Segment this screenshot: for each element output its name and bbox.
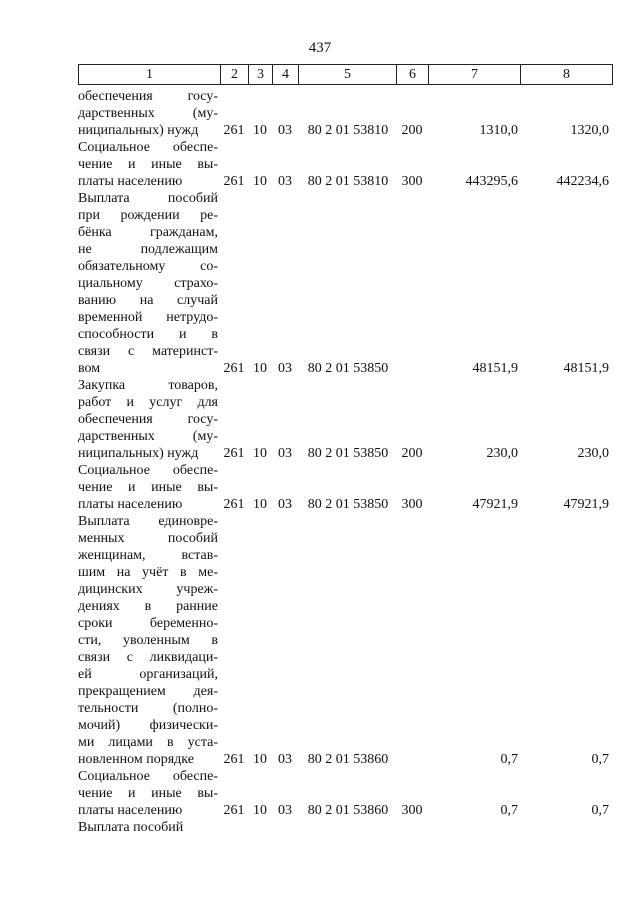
cell-c7: 443295,6 [465,174,518,189]
cell-c7: 0,7 [500,752,518,767]
cell-c2: 261 [223,803,245,818]
description-line: менных пособий [78,531,218,546]
cell-c7: 0,7 [500,803,518,818]
description-line: дарственных (му- [78,106,218,121]
cell-c3: 10 [253,123,267,138]
header-col-2: 2 [221,65,249,84]
cell-c3: 10 [253,361,267,376]
description-line: ми лицами в уста- [78,735,218,750]
cell-c5: 80 2 01 53850 [307,446,389,461]
description-line: дениях в ранние [78,599,218,614]
description-line: сти, уволенным в [78,633,218,648]
row-description [78,768,218,819]
header-col-1: 1 [79,65,221,84]
row-description [78,190,218,377]
description-line: Выплата пособий [78,820,184,835]
cell-c5: 80 2 01 53860 [307,752,389,767]
cell-c6: 300 [401,497,423,512]
cell-c6: 200 [401,123,423,138]
cell-c7: 1310,0 [479,123,518,138]
description-line: обязательному со- [78,259,218,274]
header-col-6: 6 [397,65,429,84]
description-line: платы населению [78,803,183,818]
cell-c2: 261 [223,361,245,376]
description-line: Социальное обеспе- [78,463,218,478]
row-description [78,513,218,768]
row-description [78,88,218,139]
description-line: чение и иные вы- [78,786,218,801]
description-line: Выплата единовре- [78,514,218,529]
cell-c3: 10 [253,174,267,189]
cell-c4: 03 [278,752,292,767]
cell-c6: 300 [401,174,423,189]
cell-c2: 261 [223,497,245,512]
page-number: 437 [308,40,332,56]
description-line: Выплата пособий [78,191,218,206]
description-line: мочий) физически- [78,718,218,733]
description-line: ванию на случай [78,293,218,308]
description-line: временной нетрудо- [78,310,218,325]
cell-c8: 0,7 [591,803,609,818]
cell-c2: 261 [223,123,245,138]
cell-c6: 300 [401,803,423,818]
description-line: тельности (полно- [78,701,218,716]
cell-c8: 48151,9 [563,361,609,376]
description-line: не подлежащим [78,242,218,257]
cell-c2: 261 [223,752,245,767]
cell-c4: 03 [278,123,292,138]
header-col-4: 4 [273,65,299,84]
cell-c4: 03 [278,803,292,818]
cell-c8: 0,7 [591,752,609,767]
cell-c8: 230,0 [577,446,609,461]
cell-c8: 47921,9 [563,497,609,512]
row-description [78,462,218,513]
description-line: ниципальных) нужд [78,123,199,138]
description-line: способности и в [78,327,218,342]
cell-c7: 48151,9 [472,361,518,376]
description-line: новленном порядке [78,752,194,767]
header-col-8: 8 [563,67,570,82]
description-line: циальному страхо- [78,276,218,291]
description-line: прекращением дея- [78,684,218,699]
description-line: бёнка гражданам, [78,225,218,240]
cell-c5: 80 2 01 53810 [307,123,389,138]
description-line: чение и иные вы- [78,157,218,172]
description-line: ей организаций, [78,667,218,682]
cell-c3: 10 [253,497,267,512]
cell-c3: 10 [253,803,267,818]
cell-c3: 10 [253,752,267,767]
cell-c4: 03 [278,361,292,376]
description-line: обеспечения госу- [78,89,218,104]
description-line: при рождении ре- [78,208,218,223]
cell-c8: 1320,0 [570,123,609,138]
description-line: женщинам, встав- [78,548,218,563]
cell-c7: 230,0 [486,446,518,461]
description-line: платы населению [78,174,183,189]
description-line: ниципальных) нужд [78,446,199,461]
table-header [78,64,613,85]
row-description [78,819,218,836]
description-line: связи с ликвидаци- [78,650,218,665]
row-description [78,377,218,462]
description-line: вом [78,361,101,376]
header-col-5: 5 [299,65,397,84]
description-line: работ и услуг для [78,395,218,410]
header-col-7: 7 [429,65,521,84]
description-line: Закупка товаров, [78,378,218,393]
description-line: Социальное обеспе- [78,140,218,155]
description-line: сроки беременно- [78,616,218,631]
cell-c4: 03 [278,174,292,189]
row-description [78,139,218,190]
cell-c4: 03 [278,497,292,512]
cell-c8: 442234,6 [556,174,609,189]
header-col-3: 3 [249,65,273,84]
description-line: дарственных (му- [78,429,218,444]
cell-c5: 80 2 01 53850 [307,497,389,512]
cell-c5: 80 2 01 53850 [307,361,389,376]
cell-c5: 80 2 01 53860 [307,803,389,818]
cell-c2: 261 [223,174,245,189]
description-line: Социальное обеспе- [78,769,218,784]
cell-c7: 47921,9 [472,497,518,512]
description-line: платы населению [78,497,183,512]
cell-c2: 261 [223,446,245,461]
description-line: шим на учёт в ме- [78,565,218,580]
description-line: дицинских учреж- [78,582,218,597]
description-line: обеспечения госу- [78,412,218,427]
cell-c3: 10 [253,446,267,461]
description-line: чение и иные вы- [78,480,218,495]
description-line: связи с материнст- [78,344,218,359]
cell-c4: 03 [278,446,292,461]
cell-c6: 200 [401,446,423,461]
cell-c5: 80 2 01 53810 [307,174,389,189]
